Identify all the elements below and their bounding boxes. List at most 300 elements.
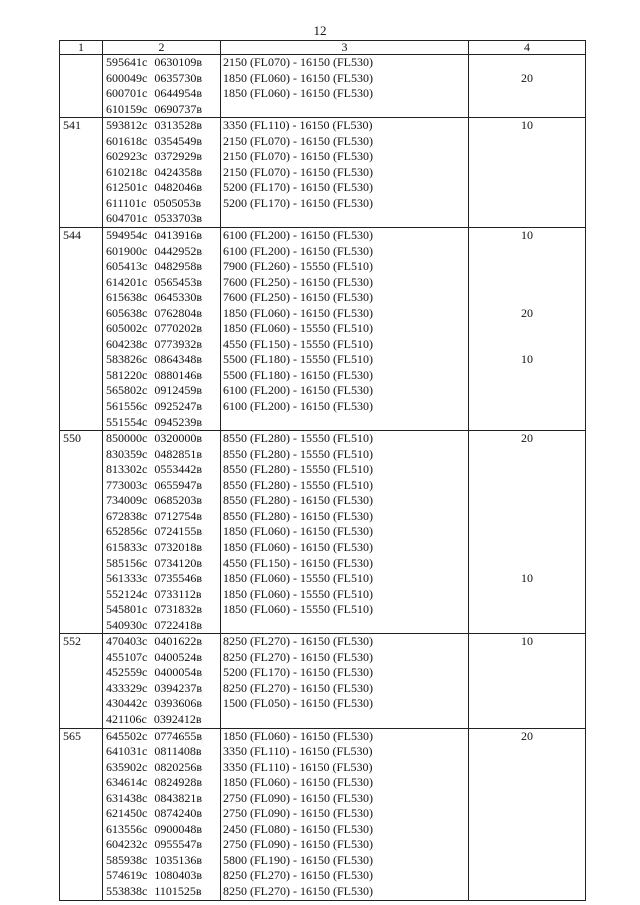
value: 20 [521,431,533,446]
longitude: 0424358в [154,164,202,179]
altitude-range: 8550 (FL280) - 15550 (FL510) [223,462,373,477]
latitude: 605413с [106,259,148,274]
altitude-range: 5200 (FL170) - 16150 (FL530) [223,180,373,195]
coordinate-pair [103,650,220,666]
latitude: 470403с [106,634,148,649]
altitude-range: 1850 (FL060) - 16150 (FL530) [223,775,373,790]
coordinate-pair [103,634,220,650]
coordinate-pair [103,462,220,478]
altitude-range: 8550 (FL280) - 15550 (FL510) [223,446,373,461]
coordinate-pair [103,868,220,884]
longitude: 0413916в [154,228,202,243]
value [469,337,585,353]
altitude-range: 2150 (FL070) - 16150 (FL530) [223,133,373,148]
coordinate-pair [103,86,220,102]
altitude-range: 6100 (FL200) - 16150 (FL530) [223,243,373,258]
altitude-range: 1500 (FL050) - 16150 (FL530) [223,696,373,711]
column-header-2: 2 [103,41,221,55]
latitude: 602923с [106,149,148,164]
value [469,665,585,681]
latitude: 830359с [106,446,148,461]
column-header-4: 4 [469,41,586,55]
longitude: 0880146в [154,367,202,382]
latitude: 600049с [106,70,148,85]
longitude: 0732018в [154,539,202,554]
coordinate-pair [103,696,220,712]
value [469,368,585,384]
coordinate-pair [103,368,220,384]
coordinate-pair [103,744,220,760]
table-body [60,55,586,901]
page-number: 12 [313,23,327,38]
latitude: 672838с [106,508,148,523]
value [469,134,585,150]
value [469,884,585,900]
value [469,712,585,728]
latitude: 601900с [106,243,148,258]
latitude: 610159с [106,101,148,116]
value [469,524,585,540]
coordinate-pair [103,775,220,791]
value [469,602,585,618]
coordinates-cell [103,55,221,118]
altitude-range: 1850 (FL060) - 15550 (FL510) [223,586,373,601]
longitude: 0400524в [154,649,202,664]
altitude-range: 8250 (FL270) - 16150 (FL530) [223,883,373,898]
altitude-range: 3350 (FL110) - 16150 (FL530) [223,744,373,759]
altitude-range: 1850 (FL060) - 16150 (FL530) [223,305,373,320]
latitude: 610218с [106,164,148,179]
value [469,196,585,212]
longitude: 0482851в [154,446,202,461]
altitude-range: 8550 (FL280) - 15550 (FL510) [223,431,373,446]
coordinate-pair [103,306,220,322]
latitude: 614201с [106,274,148,289]
coordinates-cell [103,228,221,431]
coordinate-pair [103,587,220,603]
longitude: 0955547в [154,837,202,852]
coordinate-pair [103,321,220,337]
zone-id-cell [60,728,103,900]
longitude: 0354549в [154,133,202,148]
coordinate-pair [103,760,220,776]
altitude-range: 7600 (FL250) - 16150 (FL530) [223,290,373,305]
latitude: 850000с [106,431,148,446]
altitude-range: 1850 (FL060) - 15550 (FL510) [223,571,373,586]
latitude: 595641с [106,55,148,69]
altitude-range: 2750 (FL090) - 16150 (FL530) [223,806,373,821]
coordinate-pair [103,196,220,212]
latitude: 600701с [106,86,148,101]
value [469,760,585,776]
value [469,509,585,525]
value: 10 [521,634,533,649]
longitude: 0773932в [154,336,202,351]
zone-id: 541 [63,118,81,133]
value [469,618,585,634]
coordinate-pair [103,149,220,165]
latitude: 421106с [106,711,147,726]
longitude: 0811408в [154,744,202,759]
latitude: 615833с [106,539,148,554]
value [469,399,585,415]
value [469,321,585,337]
longitude: 0394237в [154,680,202,695]
value [469,744,585,760]
altitude-range [221,712,468,728]
value [469,696,585,712]
latitude: 734009с [106,493,148,508]
latitude: 601618с [106,133,148,148]
latitude: 433329с [106,680,148,695]
latitude: 604238с [106,336,148,351]
altitude-range [221,211,468,227]
value [469,290,585,306]
latitude: 613556с [106,821,148,836]
longitude: 0712754в [154,508,202,523]
altitude-range: 8550 (FL280) - 16150 (FL530) [223,493,373,508]
longitude: 0372929в [154,149,202,164]
altitude-range: 8550 (FL280) - 16150 (FL530) [223,508,373,523]
latitude: 631438с [106,790,148,805]
coordinate-pair [103,853,220,869]
altitude-range: 2150 (FL070) - 16150 (FL530) [223,55,373,69]
coordinate-pair [103,55,220,71]
longitude: 0320000в [154,431,202,446]
coordinate-pair [103,822,220,838]
coordinate-pair [103,275,220,291]
altitude-range: 8250 (FL270) - 16150 (FL530) [223,868,373,883]
longitude: 0824928в [154,775,202,790]
value [469,447,585,463]
coordinates-cell [103,118,221,228]
coordinate-pair [103,228,220,244]
latitude: 604232с [106,837,148,852]
value [469,55,585,71]
altitude-range-cell [221,728,469,900]
altitude-range: 1850 (FL060) - 16150 (FL530) [223,524,373,539]
zone-group-row [60,431,586,634]
table-header-row [60,41,586,55]
value [469,275,585,291]
longitude: 0313528в [154,118,202,133]
latitude: 552124с [106,586,148,601]
altitude-range: 6100 (FL200) - 16150 (FL530) [223,399,373,414]
longitude: 0635730в [154,70,202,85]
coordinate-pair [103,118,220,134]
zone-id-cell [60,55,103,118]
value [469,775,585,791]
latitude: 634614с [106,775,148,790]
value-cell [469,118,586,228]
coordinate-pair [103,540,220,556]
longitude: 0644954в [154,86,202,101]
longitude: 0400054в [154,665,202,680]
value-cell [469,228,586,431]
longitude: 0770202в [154,321,202,336]
coordinate-pair [103,399,220,415]
coordinate-pair [103,791,220,807]
value [469,540,585,556]
value [469,587,585,603]
coordinate-pair [103,712,220,728]
coordinate-pair [103,447,220,463]
altitude-range-cell [221,431,469,634]
latitude: 641031с [106,744,148,759]
coordinate-pair [103,556,220,572]
value: 10 [521,352,533,367]
latitude: 612501с [106,180,148,195]
coordinate-pair [103,493,220,509]
value [469,650,585,666]
zone-group-row [60,118,586,228]
longitude: 0724155в [154,524,202,539]
longitude: 1101525в [154,883,202,898]
latitude: 773003с [106,477,148,492]
altitude-range: 2750 (FL090) - 16150 (FL530) [223,790,373,805]
value [469,493,585,509]
value [469,259,585,275]
latitude: 540930с [106,617,148,632]
value [469,556,585,572]
longitude: 0945239в [154,414,202,429]
longitude: 0393606в [154,696,202,711]
value-cell [469,634,586,728]
altitude-range: 1850 (FL060) - 15550 (FL510) [223,602,373,617]
coordinate-pair [103,337,220,353]
longitude: 0482046в [154,180,202,195]
value: 20 [521,728,533,743]
latitude: 635902с [106,759,148,774]
altitude-range-cell [221,228,469,431]
value [469,462,585,478]
zone-id: 552 [63,634,81,649]
coordinate-pair [103,134,220,150]
coordinate-pair [103,884,220,900]
longitude: 0874240в [154,806,202,821]
value [469,244,585,260]
longitude: 0482958в [154,259,202,274]
coordinate-pair [103,211,220,227]
value-cell [469,431,586,634]
zone-id: 565 [63,728,81,743]
altitude-range: 2150 (FL070) - 16150 (FL530) [223,149,373,164]
coordinate-pair [103,415,220,431]
value [469,478,585,494]
longitude: 0864348в [154,352,202,367]
longitude: 0733112в [154,586,202,601]
altitude-range: 2750 (FL090) - 16150 (FL530) [223,837,373,852]
coordinate-pair [103,509,220,525]
coordinate-pair [103,681,220,697]
altitude-range: 1850 (FL060) - 16150 (FL530) [223,728,373,743]
coordinates-cell [103,634,221,728]
value [469,149,585,165]
longitude: 0553442в [154,462,202,477]
value [469,86,585,102]
latitude: 593812с [106,118,148,133]
coordinate-pair [103,618,220,634]
longitude: 0722418в [154,617,202,632]
value: 10 [521,571,533,586]
coordinates-cell [103,431,221,634]
zone-id-cell [60,431,103,634]
latitude: 565802с [106,383,148,398]
altitude-range: 4550 (FL150) - 16150 (FL530) [223,555,373,570]
value-cell [469,728,586,900]
zone-id: 544 [63,228,81,243]
latitude: 452559с [106,665,148,680]
altitude-range [221,415,468,431]
latitude: 455107с [106,649,148,664]
zone-group-row [60,55,586,118]
value [469,211,585,227]
value [469,868,585,884]
longitude: 0401622в [154,634,202,649]
coordinate-pair [103,290,220,306]
altitude-range: 8250 (FL270) - 16150 (FL530) [223,649,373,664]
longitude: 1080403в [154,868,202,883]
longitude: 0900048в [154,821,202,836]
altitude-range: 3350 (FL110) - 16150 (FL530) [223,759,373,774]
zone-group-row [60,228,586,431]
value [469,180,585,196]
zone-group-row [60,634,586,728]
altitude-range: 4550 (FL150) - 15550 (FL510) [223,336,373,351]
altitude-range: 8250 (FL270) - 16150 (FL530) [223,634,373,649]
longitude: 0645330в [154,290,202,305]
zone-id: 550 [63,431,81,446]
latitude: 574619с [106,868,148,883]
longitude: 0533703в [154,211,202,226]
value [469,681,585,697]
zone-id-cell [60,118,103,228]
altitude-range: 7900 (FL260) - 15550 (FL510) [223,259,373,274]
altitude-range [221,618,468,634]
value [469,837,585,853]
coordinate-pair [103,837,220,853]
value [469,853,585,869]
altitude-range-cell [221,118,469,228]
column-header-3: 3 [221,41,469,55]
altitude-range: 1850 (FL060) - 16150 (FL530) [223,86,373,101]
airspace-table [59,40,586,901]
coordinates-cell [103,728,221,900]
altitude-range: 5800 (FL190) - 16150 (FL530) [223,852,373,867]
zone-id-cell [60,228,103,431]
longitude: 0734120в [154,555,202,570]
altitude-range: 5200 (FL170) - 16150 (FL530) [223,665,373,680]
latitude: 611101с [106,195,147,210]
latitude: 615638с [106,290,148,305]
column-header-1: 1 [60,41,103,55]
coordinate-pair [103,729,220,745]
coordinate-pair [103,165,220,181]
coordinate-pair [103,524,220,540]
longitude: 0392412в [153,711,202,726]
longitude: 0505053в [153,195,202,210]
latitude: 605002с [106,321,148,336]
longitude: 0685203в [154,493,202,508]
coordinate-pair [103,102,220,118]
value [469,383,585,399]
altitude-range: 1850 (FL060) - 16150 (FL530) [223,539,373,554]
longitude: 0912459в [154,383,202,398]
latitude: 585156с [106,555,148,570]
zone-id-cell [60,634,103,728]
coordinate-pair [103,71,220,87]
value [469,806,585,822]
longitude: 0731832в [154,602,202,617]
coordinate-pair [103,244,220,260]
latitude: 585938с [106,852,148,867]
coordinate-pair [103,352,220,368]
latitude: 652856с [106,524,148,539]
altitude-range-cell [221,634,469,728]
altitude-range: 3350 (FL110) - 16150 (FL530) [223,118,373,133]
altitude-range: 2450 (FL080) - 16150 (FL530) [223,821,373,836]
longitude: 0925247в [154,399,202,414]
longitude: 1035136в [154,852,202,867]
latitude: 604701с [106,211,148,226]
value [469,165,585,181]
coordinate-pair [103,602,220,618]
coordinate-pair [103,383,220,399]
coordinate-pair [103,431,220,447]
zone-group-row [60,728,586,900]
coordinate-pair [103,259,220,275]
value: 10 [521,228,533,243]
altitude-range-cell [221,55,469,118]
coordinate-pair [103,571,220,587]
altitude-range: 5200 (FL170) - 16150 (FL530) [223,195,373,210]
longitude: 0655947в [154,477,202,492]
longitude: 0843821в [154,790,202,805]
longitude: 0762804в [154,305,202,320]
value [469,415,585,431]
altitude-range: 6100 (FL200) - 16150 (FL530) [223,383,373,398]
coordinate-pair [103,665,220,681]
longitude: 0565453в [154,274,202,289]
altitude-range: 2150 (FL070) - 16150 (FL530) [223,164,373,179]
value [469,822,585,838]
altitude-range: 6100 (FL200) - 16150 (FL530) [223,228,373,243]
latitude: 605638с [106,305,148,320]
value: 10 [521,118,533,133]
altitude-range: 5500 (FL180) - 15550 (FL510) [223,352,373,367]
latitude: 545801с [106,602,148,617]
value: 20 [521,70,533,85]
altitude-range: 7600 (FL250) - 16150 (FL530) [223,274,373,289]
altitude-range: 5500 (FL180) - 16150 (FL530) [223,367,373,382]
altitude-range: 8550 (FL280) - 15550 (FL510) [223,477,373,492]
longitude: 0690737в [154,101,202,116]
altitude-range: 8250 (FL270) - 16150 (FL530) [223,680,373,695]
latitude: 581220с [106,367,148,382]
latitude: 561333с [106,571,148,586]
latitude: 430442с [106,696,148,711]
altitude-range: 1850 (FL060) - 16150 (FL530) [223,70,373,85]
latitude: 813302с [106,462,148,477]
latitude: 621450с [106,806,148,821]
coordinate-pair [103,478,220,494]
latitude: 561556с [106,399,148,414]
coordinate-pair [103,806,220,822]
latitude: 594954с [106,228,148,243]
longitude: 0630109в [154,55,202,69]
altitude-range: 1850 (FL060) - 15550 (FL510) [223,321,373,336]
latitude: 551554с [106,414,148,429]
